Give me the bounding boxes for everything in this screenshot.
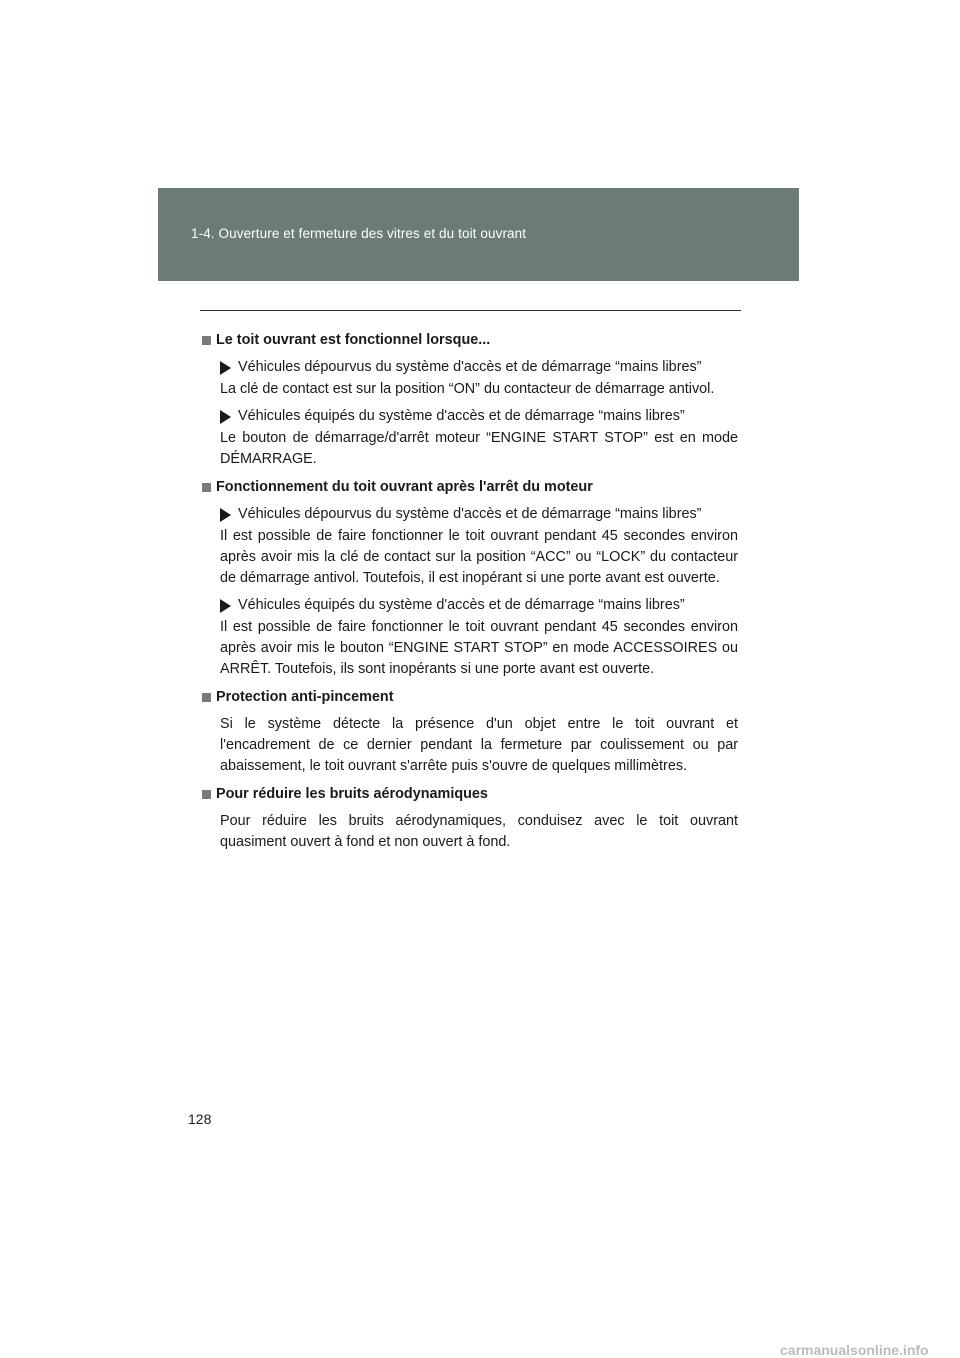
paragraph: Si le système détecte la présence d'un objet entre le toit ouvrant et l'encadrement de ce dernier pendant la fermeture par coulissement ou par abaissement, le toit ouvrant s'arrête puis s'ouvre de quelques millimètres. bbox=[220, 716, 738, 774]
paragraph: Il est possible de faire fonctionner le toit ouvrant pendant 45 secondes environ après avoir mis le bouton “ENGINE START STOP” en mode ACCESSOIRES ou ARRÊT. Toutefois, ils sont inopérants si une porte avant est ouverte. bbox=[220, 619, 738, 677]
section-title-text: Le toit ouvrant est fonctionnel lorsque... bbox=[216, 332, 491, 348]
square-bullet-icon bbox=[202, 483, 211, 492]
paragraph: Le bouton de démarrage/d'arrêt moteur “ENGINE START STOP” est en mode DÉMARRAGE. bbox=[220, 430, 738, 467]
triangle-right-icon bbox=[220, 508, 231, 522]
paragraph: La clé de contact est sur la position “ON” du contacteur de démarrage antivol. bbox=[220, 381, 715, 397]
paragraph: Pour réduire les bruits aérodynamiques, conduisez avec le toit ouvrant quasiment ouvert à fond et non ouvert à fond. bbox=[220, 813, 738, 850]
condition-text: Véhicules équipés du système d'accès et de démarrage “mains libres” bbox=[238, 597, 685, 613]
section-title-text: Pour réduire les bruits aérodynamiques bbox=[216, 786, 488, 802]
section-divider bbox=[200, 310, 741, 311]
square-bullet-icon bbox=[202, 336, 211, 345]
condition-text: Véhicules équipés du système d'accès et de démarrage “mains libres” bbox=[238, 408, 685, 424]
vehicle-condition bbox=[202, 406, 738, 427]
chapter-header bbox=[158, 188, 799, 281]
section-apres-arret-moteur bbox=[202, 477, 738, 680]
vehicle-condition bbox=[202, 504, 738, 525]
section-title bbox=[202, 784, 738, 805]
section-title-text: Protection anti-pincement bbox=[216, 689, 394, 705]
square-bullet-icon bbox=[202, 790, 211, 799]
condition-text: Véhicules dépourvus du système d'accès et de démarrage “mains libres” bbox=[238, 506, 702, 522]
vehicle-condition bbox=[202, 595, 738, 616]
square-bullet-icon bbox=[202, 693, 211, 702]
watermark: carmanualsonline.info bbox=[780, 1342, 929, 1358]
section-title bbox=[202, 330, 738, 351]
section-title bbox=[202, 477, 738, 498]
vehicle-condition bbox=[202, 357, 738, 378]
section-toit-fonctionnel bbox=[202, 330, 738, 470]
section-title bbox=[202, 687, 738, 708]
main-content bbox=[202, 330, 738, 860]
paragraph: Il est possible de faire fonctionner le toit ouvrant pendant 45 secondes environ après avoir mis la clé de contact sur la position “ACC” ou “LOCK” du contacteur de démarrage antivol. Toutefois, il est inopérant si une porte avant est ouverte. bbox=[220, 528, 738, 586]
section-title-text: Fonctionnement du toit ouvrant après l'arrêt du moteur bbox=[216, 479, 593, 495]
condition-text: Véhicules dépourvus du système d'accès et de démarrage “mains libres” bbox=[238, 359, 702, 375]
section-bruits-aerodynamiques bbox=[202, 784, 738, 853]
triangle-right-icon bbox=[220, 361, 231, 375]
triangle-right-icon bbox=[220, 599, 231, 613]
section-anti-pincement bbox=[202, 687, 738, 777]
chapter-title: 1-4. Ouverture et fermeture des vitres et du toit ouvrant bbox=[191, 226, 527, 241]
page-number: 128 bbox=[188, 1111, 212, 1127]
triangle-right-icon bbox=[220, 410, 231, 424]
